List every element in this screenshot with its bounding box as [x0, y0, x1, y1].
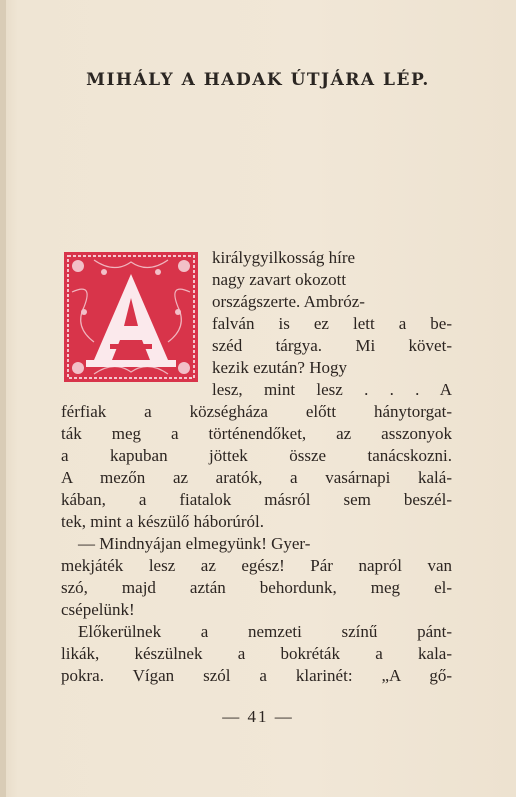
text-line: országszerte. Ambróz- — [212, 292, 365, 311]
text-line: kezik ezután? Hogy — [212, 358, 347, 377]
text-line: a kapuban jöttek össze tanácskozni. — [61, 446, 452, 465]
text-line: lesz, mint lesz . . . A — [212, 380, 452, 399]
decorative-initial-a — [64, 252, 198, 382]
text-line: nagy zavart okozott — [212, 270, 347, 289]
text-line: falván is ez lett a be- — [212, 314, 452, 333]
page-number: — 41 — — [222, 707, 294, 726]
text-line: A mezőn az aratók, a vasárnapi kalá- — [61, 468, 452, 487]
text-line: kában, a fiatalok másról sem beszél- — [61, 490, 452, 509]
text-line: — Mindnyájan elmegyünk! Gyer- — [78, 534, 311, 553]
page-spine-shadow — [0, 0, 6, 797]
text-line: szó, majd aztán behordunk, meg el- — [61, 578, 452, 597]
text-line: likák, készülnek a bokréták a kala- — [61, 644, 452, 663]
chapter-title: MIHÁLY A HADAK ÚTJÁRA LÉP. — [86, 70, 430, 90]
text-line: királygyilkosság híre — [212, 248, 356, 267]
text-line: Előkerülnek a nemzeti színű pánt- — [78, 622, 452, 641]
text-line: pokra. Vígan szól a klarinét: „A gő- — [61, 666, 452, 685]
text-line: mekjáték lesz az egész! Pár napról van — [61, 556, 452, 575]
text-line: csépelünk! — [61, 600, 135, 619]
text-line: széd tárgya. Mi követ- — [212, 336, 452, 355]
text-line: férfiak a községháza előtt hánytorgat- — [61, 402, 452, 421]
text-line: ták meg a történendőket, az asszonyok — [61, 424, 452, 443]
text-line: tek, mint a készülő háborúról. — [61, 512, 265, 531]
